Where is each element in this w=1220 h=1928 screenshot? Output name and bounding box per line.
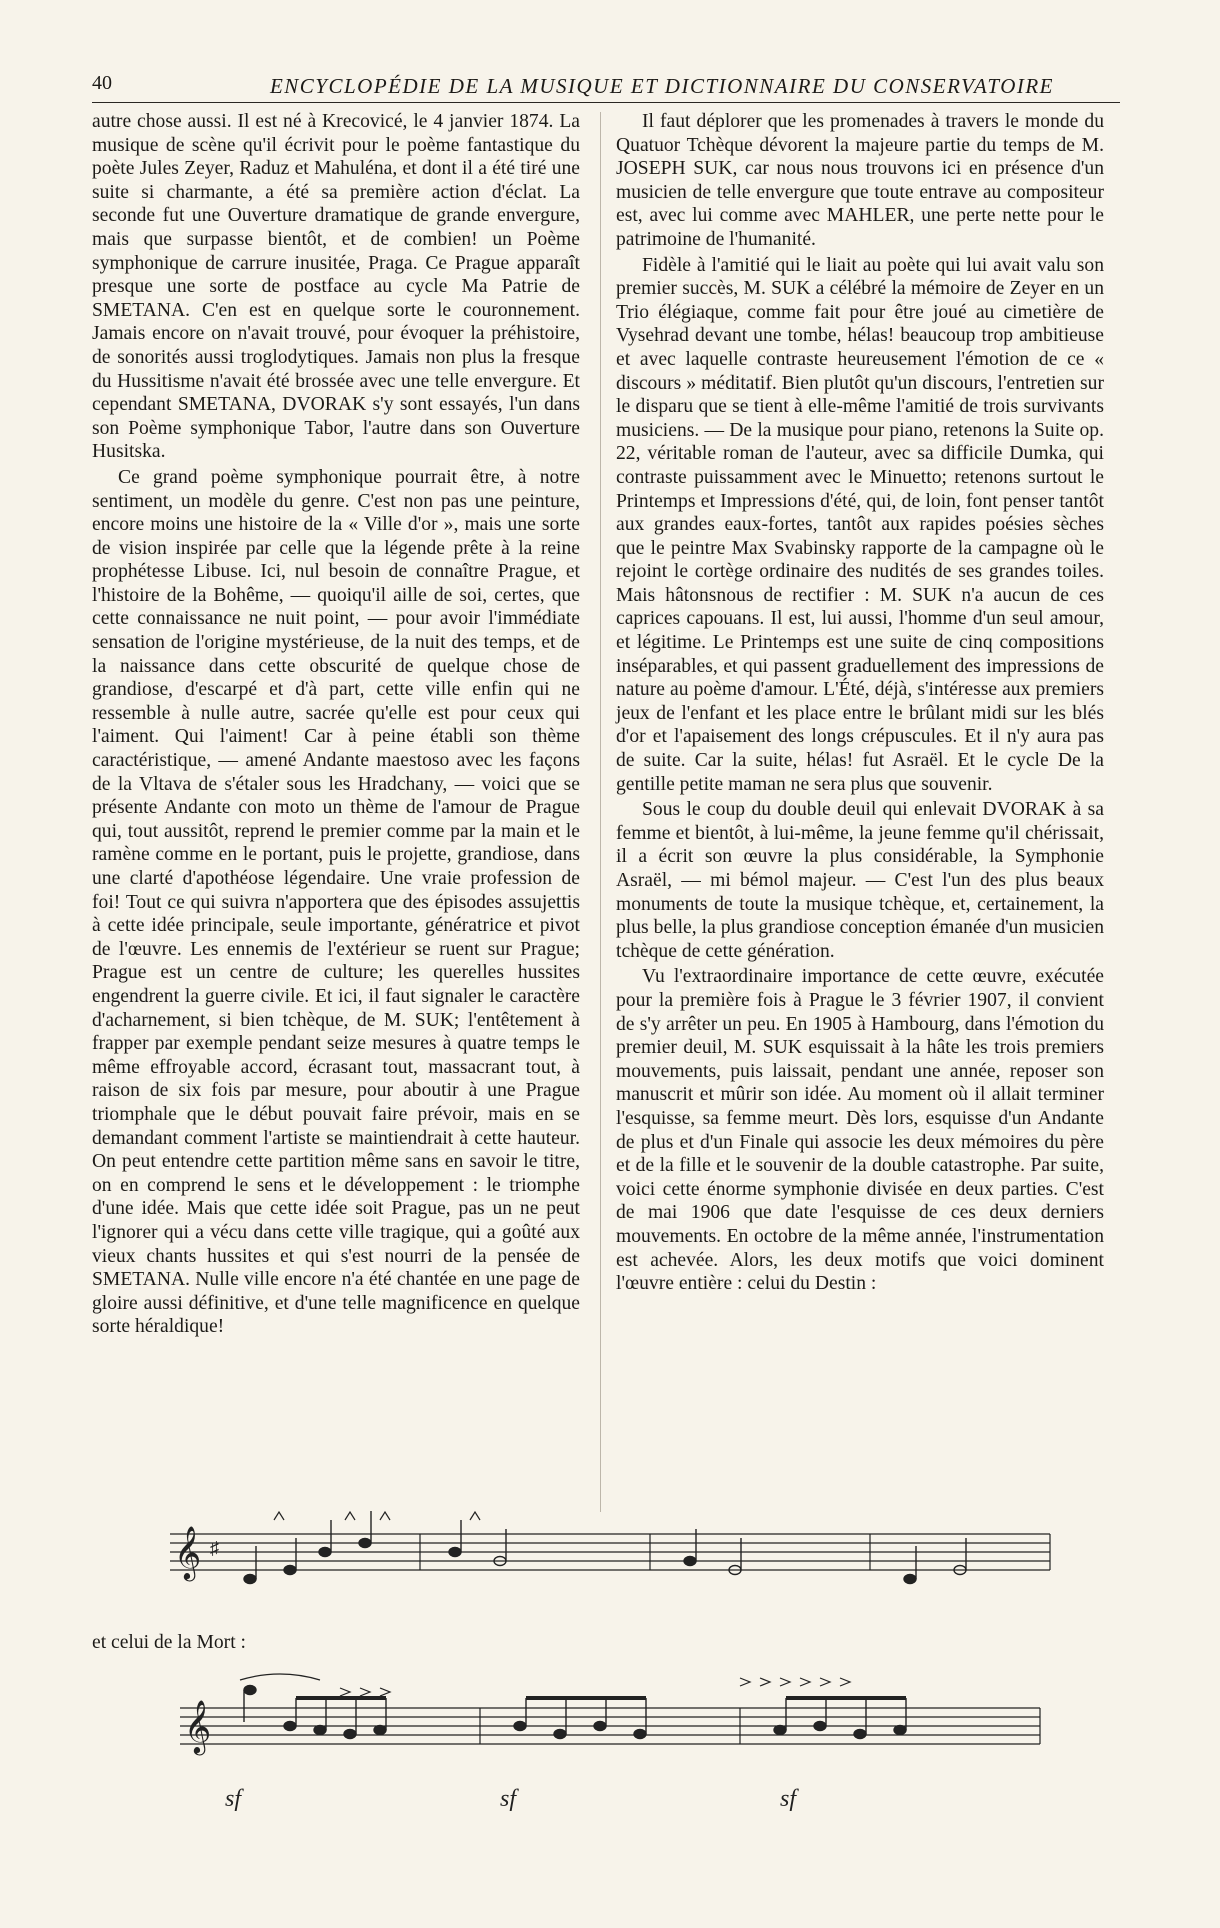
dynamic-marking: sf [500,1786,517,1812]
paragraph: Fidèle à l'amitié qui le liait au poète qui lui avait valu son premier succès, M. SUK a célébré la mémoire de Zeyer en un Trio élégiaque, comme fait pour être joué au cimetière de Vysehrad devant une tombe, hélas! beaucoup trop ambitieuse et avec laquelle contraste heureusement l'émotion de ce « discours » méditatif. Bien plutôt qu'un discours, l'entretien sur le disparu que se tient à elle-même l'amitié de trois survivants musiciens. — De la musique pour piano, retenons la Suite op. 22, véritable roman de l'auteur, avec sa difficile Dumka, qui contraste puissamment avec le Minuetto; retenons surtout le Printemps et Impressions d'été, qui, de loin, font penser tantôt aux grandes eaux-fortes, tantôt aux rapides poésies sèches que le peintre Max Svabinsky rapporte de la campagne où le rejoint le cortège ordinaire des nudités de ses grandes toiles. Mais hâtonsnous de rectifier : M. SUK n'a aucun de ces caprices capouans. Il est, lui aussi, l'homme d'un seul amour, et légitime. Le Printemps est une suite de cinq compositions inséparables, et qui passent graduellement des impressions de nature au poème d'amour. L'Été, déjà, s'intéresse aux premiers jeux de l'enfant et les place entre le brûlant midi sur les blés d'or et l'apaisement des longs crépuscules. Et il n'y aura pas de suite. Car la suite, hélas! fut Asraël. Et le cycle De la gentille petite maman ne sera plus que souvenir. [616,254,1104,795]
column-divider [600,112,601,1512]
paragraph: autre chose aussi. Il est né à Krecovicé, le 4 janvier 1874. La musique de scène qu'il écrivit pour le poème fantastique du poète Jules Zeyer, Raduz et Mahuléna, et dont il a été tiré une suite si charmante, a été sa première action d'éclat. La seconde fut une Ouverture dramatique de grande envergure, mais que surpasse bientôt, et de combien! un Poème symphonique de carrure inusitée, Praga. Ce Prague apparaît presque une sorte de postface au cycle Ma Patrie de SMETANA. C'en est en quelque sorte le couronnement. Jamais encore on n'avait trouvé, pour évoquer la préhistoire, de sonorités aussi troglodytiques. Jamais non plus la fresque du Hussitisme n'avait été brossée avec une telle envergure. Et cependant SMETANA, DVORAK s'y sont essayés, l'un dans son Poème symphonique Tabor, l'autre dans son Ouverture Husitska. [92,111,580,463]
music-example-mort [180,1668,1060,1818]
running-title: ENCYCLOPÉDIE DE LA MUSIQUE ET DICTIONNAIRE DU CONSERVATOIRE [269,74,1055,98]
dynamic-marking: sf [225,1786,242,1812]
running-header [92,72,1120,103]
paragraph: Sous le coup du double deuil qui enlevait DVORAK à sa femme et bientôt, à lui-même, la jeune femme qu'il chérissait, il a écrit son œuvre la plus considérable, la Symphonie Asraël, — mi bémol majeur. — C'est l'un des plus beaux monuments de toute la musique tchèque, et, certainement, la plus belle, la plus grandiose conception émanée d'un musicien tchèque de cette génération. [616,799,1104,962]
music-label-mort: et celui de la Mort : [92,1632,246,1653]
paragraph: Vu l'extraordinaire importance de cette œuvre, exécutée pour la première fois à Prague le 3 février 1907, il convient de s'y arrêter un peu. En 1905 à Hambourg, dans l'émotion du premier deuil, M. SUK esquissait à la hâte les trois premiers mouvements, puis laissait, pendant une année, reposer son manuscrit et mûrir son idée. Au moment où il allait terminer l'esquisse, sa femme meurt. Dès lors, esquisse d'un Andante de plus et d'un Finale qui associe les deux mémoires du père et de la fille et le souvenir de la double catastrophe. Par suite, voici cette énorme symphonie divisée en deux parties. C'est de mai 1906 que date l'esquisse de ces deux derniers mouvements. En octobre de la même année, l'instrumentation est achevée. Alors, les deux motifs que voici dominent l'œuvre entière : celui du Destin : [616,966,1104,1295]
left-column [92,110,580,1339]
page-number: 40 [92,72,112,94]
paragraph: Il faut déplorer que les promenades à travers le monde du Quatuor Tchèque dévorent la majeure partie du temps de M. JOSEPH SUK, car nous nous trouvons ici en présence d'un musicien de telle envergure que toute entrave au compositeur est, avec lui comme avec MAHLER, une perte nette pour le patrimoine de l'humanité. [616,111,1104,250]
svg-text:♯: ♯ [210,1538,219,1558]
right-column [616,110,1104,1296]
music-example-destin [170,1506,1070,1616]
dynamic-marking: sf [780,1786,797,1812]
svg-text:𝄞: 𝄞 [174,1525,202,1579]
paragraph: Ce grand poème symphonique pourrait être, à notre sentiment, un modèle du genre. C'est non pas une peinture, encore moins une histoire de la « Ville d'or », mais une sorte de vision inspirée par celle que la légende prête à la reine prophétesse Libuse. Ici, nul besoin de connaître Prague, et l'histoire de la Bohême, — quoiqu'il aille de soi, certes, que cette connaissance ne nuit point, — pour avoir l'immédiate sensation de l'origine mystérieuse, de la nuit des temps, et de la naissance dans cette obscurité de quelque chose de grandiose, d'escarpé et d'à part, cette ville enfin qui ne ressemble à nulle autre, sacrée qu'elle est pour ceux qui l'aiment. Qui l'aiment! Car à peine établi son thème caractéristique, — amené Andante maestoso avec les façons de la Vltava de s'étaler sous les Hradchany, — voici que se présente Andante con moto un thème de l'amour de Prague qui, tout aussitôt, reprend le premier comme par la main et le ramène comme en le portant, puis le projette, grandiose, dans une clarté d'apothéose légendaire. Une vraie profession de foi! Tout ce qui suivra n'apportera que des épisodes assujettis à cette idée principale, seule importante, génératrice et pivot de l'œuvre. Les ennemis de l'extérieur se ruent sur Prague; Prague est un centre de culture; les querelles hussites engendrent la guerre civile. Et ici, il faut signaler le caractère d'acharnement, si bien tchèque, de M. SUK; l'entêtement à frapper par exemple pendant seize mesures à quatre temps le même effroyable accord, écrasant tout, massacrant tout, à raison de six fois par mesure, pour aboutir à une Prague triomphale que le début pouvait faire prévoir, mais en se demandant comment l'artiste se maintiendrait à cette hauteur. On peut entendre cette partition même sans en savoir le titre, on en comprend le sens et le développement : le triomphe d'une idée. Mais que cette idée soit Prague, pas un ne peut l'ignorer qui a vécu dans cette ville tragique, qui a goûté aux vieux chants hussites et qui s'est nourri de la pensée de SMETANA. Nulle ville encore n'a été chantée en une page de gloire aussi définitive, et d'une telle magnificence en quelque sorte héraldique! [92,466,580,1338]
svg-text:𝄞: 𝄞 [184,1699,212,1753]
